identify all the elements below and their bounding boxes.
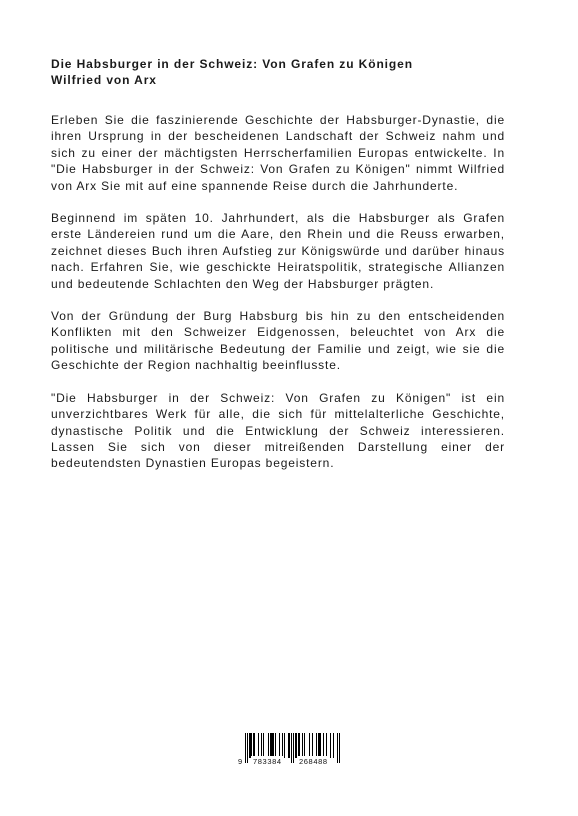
book-author: Wilfried von Arx — [51, 73, 157, 87]
barcode-bar — [268, 733, 269, 758]
barcode-bar — [304, 733, 305, 758]
barcode-bar — [284, 733, 285, 758]
barcode-bar — [302, 733, 303, 758]
barcode-bar — [318, 733, 319, 758]
blurb-paragraph: Von der Gründung der Burg Habsburg bis hin zu den entscheidenden Konflikten mit den Schweizer Eidgenossen, beleuchtet von Arx die politische und militärische Bedeutung der Familie und zeigt, wie sie die Geschichte der Region nachhaltig beeinflusste. — [51, 309, 505, 373]
barcode-bar — [273, 733, 274, 758]
barcode-right-group: 268488 — [299, 757, 328, 766]
blurb — [51, 112, 505, 472]
barcode-bar — [271, 733, 272, 758]
barcode-bar — [298, 733, 299, 758]
barcode-bar — [258, 733, 259, 758]
barcode-bar — [330, 733, 331, 758]
blurb-paragraph: Beginnend im späten 10. Jahrhundert, als die Habsburger als Grafen erste Ländereien rund um die Aare, den Rhein und die Reuss erwarben, zeichnet dieses Buch ihren Aufstieg zur Königswürde und darüber hinaus nach. Erfahren Sie, wie geschickte Heiratspolitik, strategische Allianzen und bedeutende Schlachten den Weg der Habsburger prägten. — [51, 211, 505, 291]
barcode-first-digit: 9 — [238, 757, 243, 766]
barcode-bar — [320, 733, 321, 758]
barcode-bar — [270, 733, 271, 758]
blurb-paragraph: Erleben Sie die faszinierende Geschichte der Habsburger-Dynastie, die ihren Ursprung in der bescheidenen Landschaft der Schweiz nahm und sich zu einer der mächtigsten Herrscherfamilien Europas entwickelte. In "Die Habsburger in der Schweiz: Von Grafen zu Königen" nimmt Wilfried von Arx Sie mit auf eine spannende Reise durch die Jahrhunderte. — [51, 113, 505, 193]
isbn-barcode — [238, 733, 340, 767]
back-cover-text — [51, 56, 505, 488]
barcode-bar — [282, 733, 283, 758]
barcode-bar — [251, 733, 252, 758]
barcode-bar — [316, 733, 317, 758]
barcode-bar — [279, 733, 280, 758]
barcode-bar — [319, 733, 320, 758]
barcode-left-group: 783384 — [253, 757, 282, 766]
barcode-bar — [333, 733, 334, 758]
book-title: Die Habsburger in der Schweiz: Von Grafen zu Königen — [51, 57, 413, 71]
barcode-bar — [296, 733, 297, 758]
barcode-bar — [253, 733, 254, 758]
barcode-bar — [249, 733, 250, 758]
barcode-bar — [309, 733, 310, 758]
barcode-bar — [272, 733, 273, 758]
barcode-bar — [288, 733, 289, 758]
barcode-bar — [326, 733, 327, 758]
blurb-paragraph: "Die Habsburger in der Schweiz: Von Grafen zu Königen" ist ein unverzichtbares Werk für alle, die sich für mittelalterliche Geschichte, dynastische Politik und die Entwicklung der Schweiz interessieren. Lassen Sie sich von dieser mitreißenden Darstellung einer der bedeutendsten Dynastien Europas begeistern. — [51, 390, 505, 471]
barcode-digits — [238, 756, 340, 767]
barcode-bar — [275, 733, 276, 758]
barcode-bar — [261, 733, 262, 758]
barcode-bar — [299, 733, 300, 758]
barcode-bar — [323, 733, 324, 758]
barcode-bar — [250, 733, 251, 758]
barcode-bar — [312, 733, 313, 758]
barcode-bar — [263, 733, 264, 758]
barcode-bar — [289, 733, 290, 758]
barcode-bar — [295, 733, 296, 758]
barcode-bar — [254, 733, 255, 758]
